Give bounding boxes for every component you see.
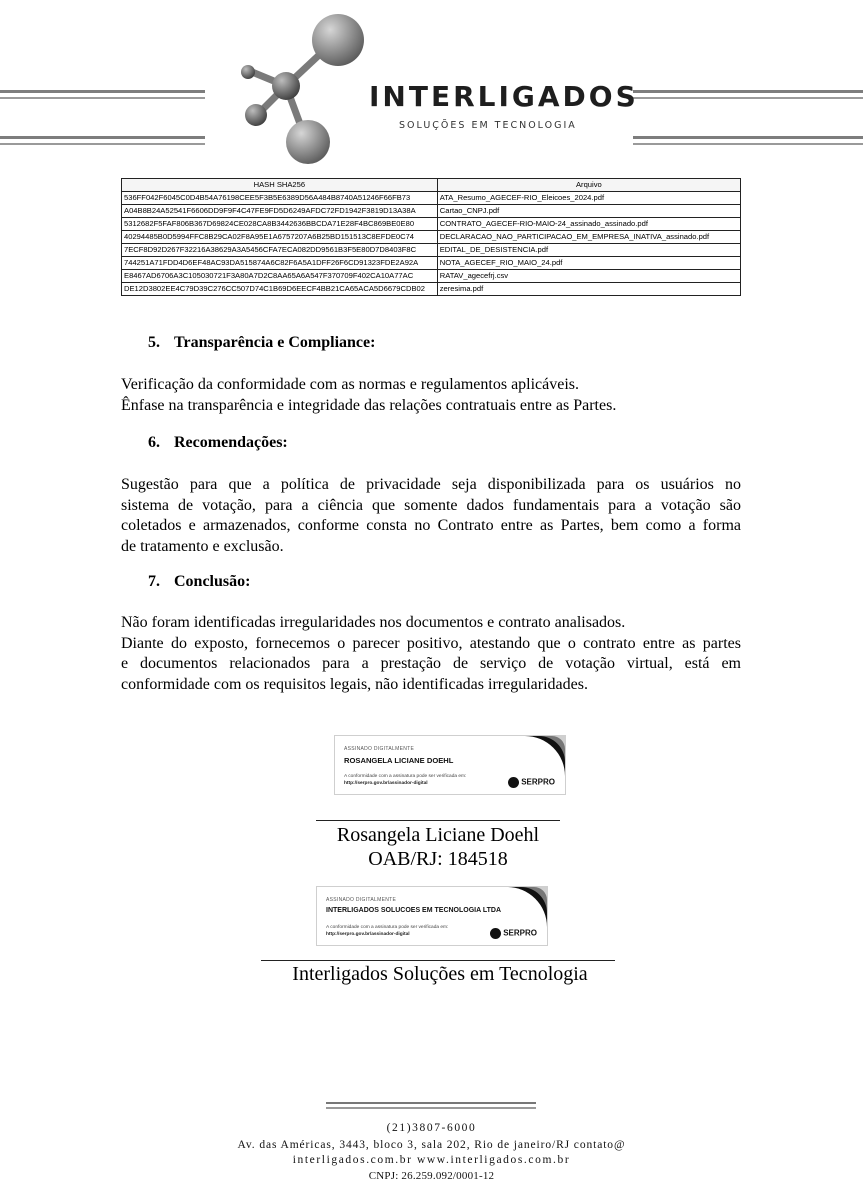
hash-cell: 40294485B0D5994FFC8B29CA02F8A95E1A6757207A6B25BD151513C8EFDE0C74 <box>122 231 438 244</box>
section-title: Conclusão: <box>174 573 251 590</box>
stamp-caption: ASSINADO DIGITALMENTE <box>326 897 397 903</box>
hash-cell: 5312682F5FAF806B367D69824CE028CA8B3442636BBCDA71E28F4BC869BE0E80 <box>122 218 438 231</box>
section-5-heading <box>148 334 375 352</box>
file-cell: RATAV_agecefrj.csv <box>437 270 740 283</box>
file-cell: CONTRATO_AGECEF-RIO-MAIO-24_assinado_assinado.pdf <box>437 218 740 231</box>
paragraph-line: Ênfase na transparência e integridade das relações contratuais entre as Partes. <box>121 396 617 414</box>
header-rule-left <box>0 90 205 102</box>
section-7-body <box>121 634 741 696</box>
section-7-first-line <box>121 613 741 634</box>
company-signer-name: Interligados Soluções em Tecnologia <box>292 963 588 985</box>
stamp-signer-name: ROSANGELA LICIANE DOEHL <box>344 756 454 765</box>
paragraph-line: coletados e armazenados, conforme consta no Contrato entre as Partes, bem como a forma <box>121 517 741 534</box>
paragraph-line: sistema de votação, para a ciência que somente dados fundamentais para a votação são <box>121 496 741 514</box>
section-7-heading <box>148 573 250 591</box>
section-number: 7. <box>148 573 160 590</box>
footer-cnpj: CNPJ: 26.259.092/0001-12 <box>368 1170 495 1182</box>
company-logo-icon <box>228 14 368 166</box>
stamp-verify-url: http://serpro.gov.br/assinador-digital <box>326 932 410 937</box>
file-cell: Cartao_CNPJ.pdf <box>437 205 740 218</box>
paragraph-line: Diante do exposto, fornecemos o parecer positivo, atestando que o contrato entre as partes <box>121 634 741 652</box>
header-rule-left-lower <box>0 136 205 148</box>
header-rule-right <box>633 90 863 102</box>
serpro-logo-icon <box>508 777 519 788</box>
signer-oab: OAB/RJ: 184518 <box>368 848 508 870</box>
hash-cell: E8467AD6706A3C105030721F3A80A7D2C8AA65A6A547F370709F402CA10A77AC <box>122 270 438 283</box>
table-row <box>122 257 741 270</box>
file-cell: NOTA_AGECEF_RIO_MAIO_24.pdf <box>437 257 740 270</box>
section-title: Transparência e Compliance: <box>174 334 376 351</box>
digital-signature-stamp <box>316 886 548 946</box>
serpro-logo: SERPRO <box>508 777 555 788</box>
hash-cell: DE12D3802EE4C79D39C276CC507D74C1B69D6EECF4BB21CA65ACA5D6679CDB02 <box>122 283 438 296</box>
stamp-corner-graphic-icon <box>525 736 565 776</box>
stamp-corner-graphic-icon <box>507 887 547 927</box>
paragraph-line: e documentos relacionados para a prestação de serviço de votação virtual, está em <box>121 655 741 672</box>
stamp-caption: ASSINADO DIGITALMENTE <box>344 746 415 752</box>
footer-web: interligados.com.br www.interligados.com.br <box>292 1154 571 1166</box>
stamp-verify-text: A conformidade com a assinatura pode ser verificada em: <box>326 925 449 930</box>
column-header-hash: HASH SHA256 <box>122 179 438 192</box>
hash-cell: 744251A71FDD4D6EF48AC93DA515874A6C82F6A5A1DFF26F6CD91323FDE2A92A <box>122 257 438 270</box>
brand-name: INTERLIGADOS <box>369 80 639 113</box>
table-row <box>122 283 741 296</box>
serpro-logo: SERPRO <box>490 928 537 939</box>
section-6-heading <box>148 434 288 452</box>
stamp-signer-name: INTERLIGADOS SOLUCOES EM TECNOLOGIA LTDA <box>326 907 501 914</box>
file-cell: EDITAL_DE_DESISTENCIA.pdf <box>437 244 740 257</box>
serpro-logo-icon <box>490 928 501 939</box>
section-6-body <box>121 475 741 557</box>
table-row <box>122 270 741 283</box>
table-row <box>122 244 741 257</box>
hash-table <box>121 178 741 296</box>
column-header-file: Arquivo <box>437 179 740 192</box>
footer-address: Av. das Américas, 3443, bloco 3, sala 202, Rio de janeiro/RJ contato@ <box>237 1139 626 1151</box>
brand-tagline: SOLUÇÕES EM TECNOLOGIA <box>399 120 577 131</box>
section-5-body <box>121 375 741 416</box>
section-number: 6. <box>148 434 160 451</box>
paragraph-line: conformidade com os requisitos legais, não identificadas irregularidades. <box>121 675 588 693</box>
footer-phone: (21)3807-6000 <box>386 1122 477 1134</box>
header-rule-right-lower <box>633 136 863 148</box>
file-cell: ATA_Resumo_AGECEF-RIO_Eleicoes_2024.pdf <box>437 192 740 205</box>
paragraph-line: de tratamento e exclusão. <box>121 537 284 555</box>
section-title: Recomendações: <box>174 434 288 451</box>
digital-signature-stamp <box>334 735 566 795</box>
hash-cell: 7ECF8D92D267F32216A38629A3A5456CFA7ECA082DD9561B3F5E80D7D8403F8C <box>122 244 438 257</box>
table-row <box>122 205 741 218</box>
paragraph-line: Sugestão para que a política de privacidade seja disponibilizada para os usuários no <box>121 476 741 493</box>
signer-name: Rosangela Liciane Doehl <box>336 824 540 846</box>
table-row <box>122 231 741 244</box>
stamp-verify-text: A conformidade com a assinatura pode ser verificada em: <box>344 774 467 779</box>
hash-cell: A04B8B24A52541F6606DD9F9F4C47FE9FD5D6249AFDC72FD1942F3819D13A38A <box>122 205 438 218</box>
hash-cell: 536FF042F6045C0D4B54A76198CEE5F3B5E6389D56A484B8740A51246F66FB73 <box>122 192 438 205</box>
table-row <box>122 192 741 205</box>
table-header-row <box>122 179 741 192</box>
section-number: 5. <box>148 334 160 351</box>
table-row <box>122 218 741 231</box>
signature-line <box>261 960 615 961</box>
paragraph-line: Verificação da conformidade com as normas e regulamentos aplicáveis. <box>121 376 580 393</box>
file-cell: zeresima.pdf <box>437 283 740 296</box>
signature-line <box>316 820 560 821</box>
stamp-verify-url: http://serpro.gov.br/assinador-digital <box>344 781 428 786</box>
file-cell: DECLARACAO_NAO_PARTICIPACAO_EM_EMPRESA_INATIVA_assinado.pdf <box>437 231 740 244</box>
paragraph-line: Não foram identificadas irregularidades nos documentos e contrato analisados. <box>121 614 626 631</box>
